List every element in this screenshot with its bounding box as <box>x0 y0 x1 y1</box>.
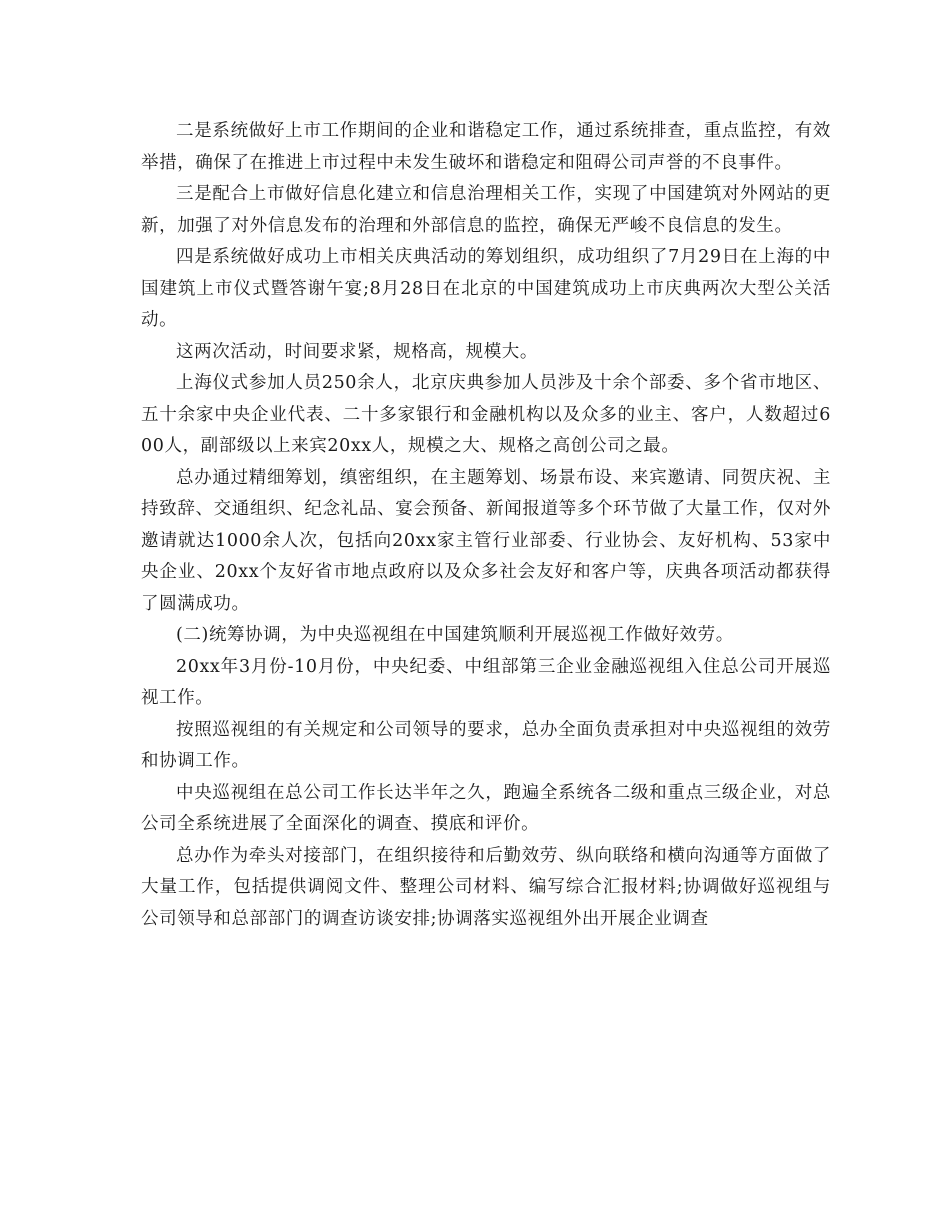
paragraph-section-heading-inspection: (二)统筹协调，为中央巡视组在中国建筑顺利开展巡视工作做好效劳。 <box>176 625 734 645</box>
paragraph-inspection-responsibility: 按照巡视组的有关规定和公司领导的要求，总办全面负责承担对中央巡视组的效劳和协调工作。 <box>141 719 831 771</box>
paragraph-information-management: 三是配合上市做好信息化建立和信息治理相关工作，实现了中国建筑对外网站的更新，加强了对外信息发布的治理和外部信息的监控，确保无严峻不良信息的发生。 <box>141 184 831 236</box>
paragraph-attendance: 上海仪式参加人员250余人，北京庆典参加人员涉及十余个部委、多个省市地区、五十余家中央企业代表、二十多家银行和金融机构以及众多的业主、客户，人数超过600人，副部级以上来宾20xx人，规模之大、规格之高创公司之最。 <box>141 373 831 456</box>
paragraph-inspection-period: 20xx年3月份-10月份，中央纪委、中组部第三企业金融巡视组入住总公司开展巡视工作。 <box>141 656 831 708</box>
paragraph-harmony-stability: 二是系统做好上市工作期间的企业和谐稳定工作，通过系统排查，重点监控，有效举措，确保了在推进上市过程中未发生破坏和谐稳定和阻碍公司声誉的不良事件。 <box>141 121 831 173</box>
paragraph-listing-celebrations: 四是系统做好成功上市相关庆典活动的筹划组织，成功组织了7月29日在上海的中国建筑上市仪式暨答谢午宴;8月28日在北京的中国建筑成功上市庆典两次大型公关活动。 <box>141 247 831 330</box>
paragraph-planning-details: 总办通过精细筹划，缜密组织，在主题筹划、场景布设、来宾邀请、同贺庆祝、主持致辞、交通组织、纪念礼品、宴会预备、新闻报道等多个环节做了大量工作，仅对外邀请就达1000余人次，包括向20xx家主管行业部委、行业协会、友好机构、53家中央企业、20xx个友好省市地点政府以及众多社会友好和客户等，庆典各项活动都获得了圆满成功。 <box>141 467 831 614</box>
paragraph-inspection-duration: 中央巡视组在总公司工作长达半年之久，跑遍全系统各二级和重点三级企业，对总公司全系统进展了全面深化的调查、摸底和评价。 <box>141 782 831 834</box>
paragraph-event-scale-summary: 这两次活动，时间要求紧，规格高，规模大。 <box>176 341 538 362</box>
document-body <box>141 116 831 935</box>
paragraph-coordination-work: 总办作为牵头对接部门，在组织接待和后勤效劳、纵向联络和横向沟通等方面做了大量工作，包括提供调阅文件、整理公司材料、编写综合汇报材料;协调做好巡视组与公司领导和总部部门的调查访谈安排;协调落实巡视组外出开展企业调查 <box>141 845 831 929</box>
